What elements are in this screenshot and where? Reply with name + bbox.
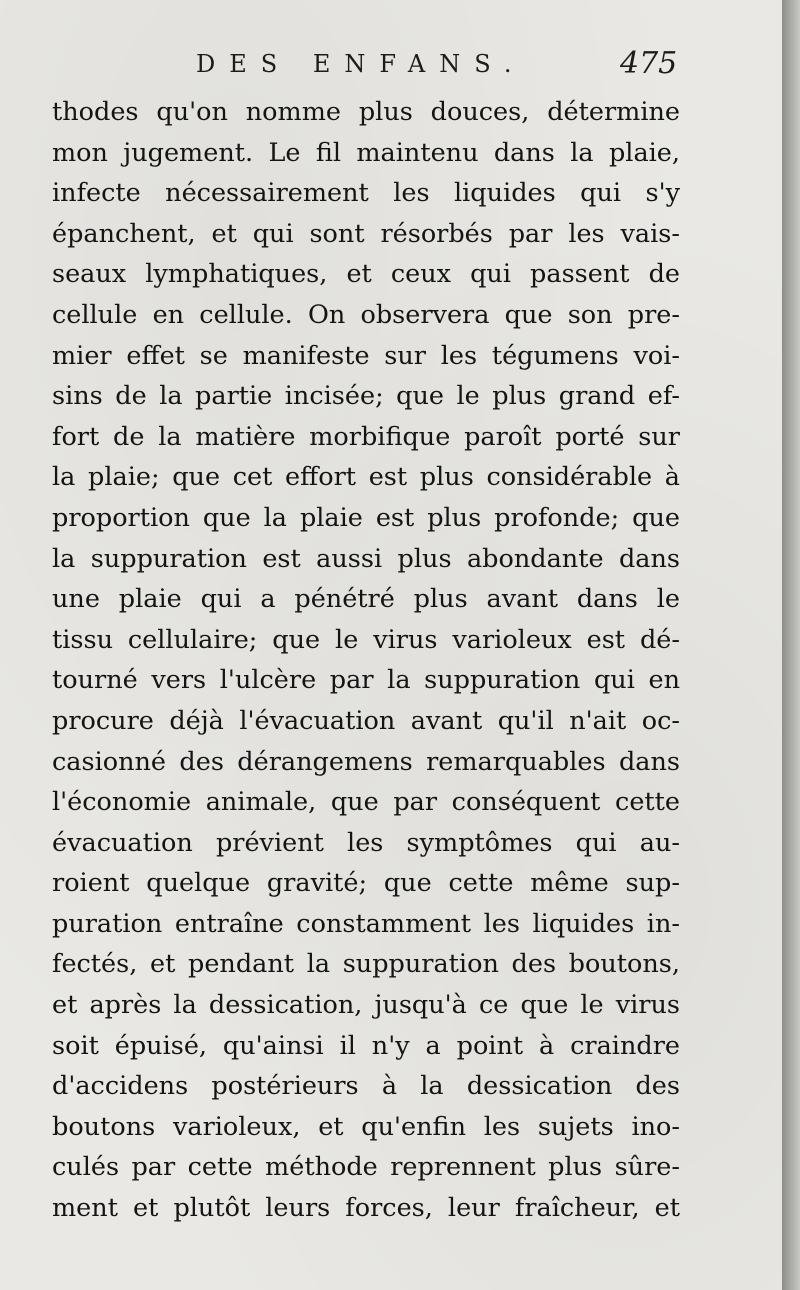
text-line: l'économie animale, que par conséquent cette (52, 787, 680, 818)
body-text (52, 92, 680, 1229)
text-line: mier effet se manifeste sur les tégumens voi- (52, 340, 680, 371)
running-head (0, 44, 782, 84)
text-line: tourné vers l'ulcère par la suppuration qui en (52, 665, 680, 696)
running-head-title: DES ENFANS. (196, 50, 526, 78)
text-line: évacuation prévient les symptômes qui au- (52, 827, 680, 858)
text-line: boutons varioleux, et qu'enfin les sujets ino- (52, 1111, 680, 1142)
text-line: culés par cette méthode reprennent plus sûre- (52, 1152, 680, 1183)
text-line: mon jugement. Le fil maintenu dans la plaie, (52, 137, 680, 168)
text-line: d'accidens postérieurs à la dessication des (52, 1071, 680, 1102)
text-line: infecte nécessairement les liquides qui s'y (52, 178, 680, 209)
page-number: 475 (620, 46, 678, 81)
text-line: tissu cellulaire; que le virus varioleux est dé- (52, 624, 680, 655)
text-line: fectés, et pendant la suppuration des boutons, (52, 949, 680, 980)
text-line: épanchent, et qui sont résorbés par les vais- (52, 218, 680, 249)
text-line: soit épuisé, qu'ainsi il n'y a point à craindre (52, 1030, 680, 1061)
text-line: roient quelque gravité; que cette même sup- (52, 868, 680, 899)
text-line: casionné des dérangemens remarquables dans (52, 746, 680, 777)
text-line: ment et plutôt leurs forces, leur fraîcheur, et (52, 1193, 680, 1224)
text-line: la suppuration est aussi plus abondante dans (52, 543, 680, 574)
text-line: procure déjà l'évacuation avant qu'il n'ait oc- (52, 705, 680, 736)
text-line: la plaie; que cet effort est plus considérable à (52, 462, 680, 493)
text-line: thodes qu'on nomme plus douces, détermine (52, 97, 680, 127)
text-line: cellule en cellule. On observera que son pre- (52, 299, 680, 330)
text-line: et après la dessication, jusqu'à ce que le virus (52, 990, 680, 1021)
text-line: seaux lymphatiques, et ceux qui passent de (52, 259, 680, 290)
text-line: une plaie qui a pénétré plus avant dans le (52, 584, 680, 615)
text-line: fort de la matière morbifique paroît porté sur (52, 421, 680, 452)
text-line: sins de la partie incisée; que le plus grand ef- (52, 381, 680, 412)
text-line: puration entraîne constamment les liquides in- (52, 908, 680, 939)
page-edge-shadow (782, 0, 800, 1290)
text-line: proportion que la plaie est plus profonde; que (52, 502, 680, 533)
